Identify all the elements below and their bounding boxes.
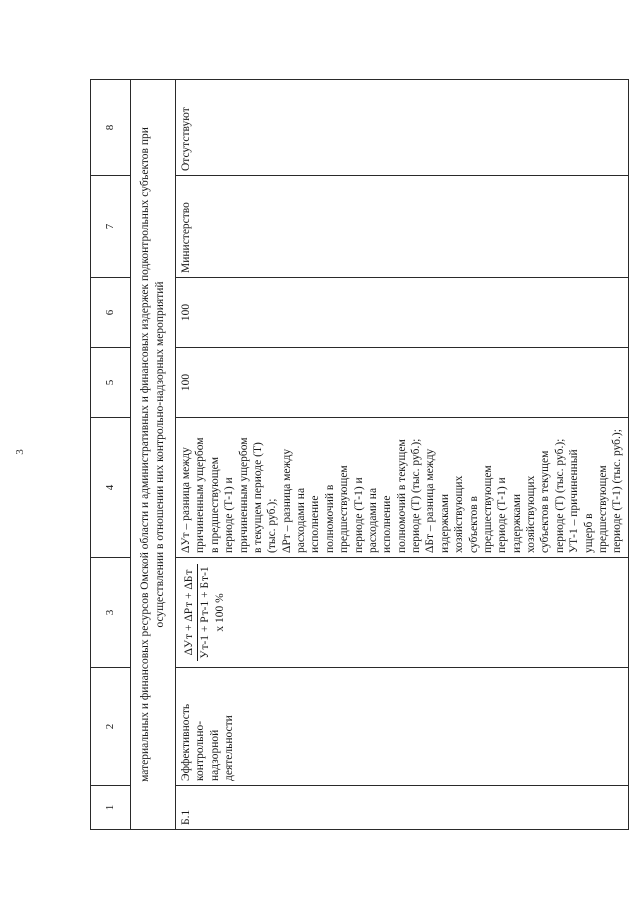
description-line: исполнение: [381, 495, 394, 553]
description-line: периоде (Т) (тыс. руб.);: [553, 438, 566, 553]
description-line: ΔРт – разница между: [280, 448, 293, 553]
description-line: исполнение: [309, 495, 322, 553]
description-line: издержками: [510, 493, 523, 553]
row-code: Б.1: [176, 786, 629, 830]
description-line: периоде (Т-1) и: [496, 477, 509, 553]
column-number: 6: [91, 278, 131, 348]
description-line: ΔБт – разница между: [424, 448, 437, 553]
description-line: расходами на: [295, 487, 307, 553]
formula-denominator: У т-1 + Р т-1 + Б т-1: [199, 566, 212, 659]
page-number: 3: [14, 449, 26, 455]
formula-multiplier: x 100 %: [214, 593, 227, 632]
description-line: издержками: [438, 493, 451, 553]
description-line: предшествующем: [338, 465, 351, 553]
description-line: ущерб в: [582, 513, 595, 553]
description-line: предшествующем: [481, 465, 494, 553]
description-line: периоде (Т-1) и: [352, 477, 365, 553]
col5-value: 100: [176, 348, 629, 418]
notes: Отсутствуют: [176, 80, 629, 176]
column-number: 5: [91, 348, 131, 418]
indicator-table: [90, 79, 629, 830]
rotated-table-container: [90, 80, 624, 830]
column-number: 1: [91, 786, 131, 830]
responsible-body: Министерство: [176, 176, 629, 278]
description-line: субъектов в: [467, 496, 480, 553]
description-line: (тыс. руб.);: [266, 498, 279, 553]
column-number-row: [91, 80, 131, 830]
col6-value: 100: [176, 278, 629, 348]
column-number: 8: [91, 80, 131, 176]
description-line: расходами на: [366, 487, 379, 553]
description-line: периоде (Т) (тыс. руб.);: [410, 438, 422, 553]
description-line: предшествующем: [596, 465, 609, 553]
formula-description: [176, 418, 629, 558]
section-caption-row: [131, 80, 176, 830]
description-line: ΔУт – разница между: [180, 447, 192, 553]
description-line: в текущем периоде (Т): [251, 442, 264, 553]
description-line: периоде (Т-1) (тыс. руб.);: [611, 429, 624, 553]
formula-cell: [176, 558, 629, 668]
description-lines: [179, 422, 625, 553]
section-caption: материальных и финансовых ресурсов Омской области и административных и финансовых издержек подконтрольных субъектов при осуществлении в отношении них контрольно-надзорных мероприятий: [131, 80, 176, 830]
description-line: причиненным ущербом: [237, 437, 250, 553]
formula-fraction: [183, 564, 212, 660]
description-line: хозяйствующих: [453, 475, 466, 553]
description-line: периоде (Т-1) и: [223, 477, 236, 553]
description-line: причиненным ущербом: [194, 437, 207, 553]
description-line: полномочий в: [323, 484, 336, 553]
column-number: 3: [91, 558, 131, 668]
table-row: [176, 80, 629, 830]
description-line: хозяйствующих: [525, 475, 537, 553]
column-number: 2: [91, 668, 131, 786]
description-line: в предшествующем: [208, 456, 221, 553]
column-number: 7: [91, 176, 131, 278]
formula-numerator: ΔУ т + ΔР т + ΔБ т: [183, 564, 198, 660]
description-line: полномочий в текущем: [395, 439, 408, 553]
formula: [179, 562, 228, 663]
description-line: субъектов в текущем: [539, 450, 552, 553]
indicator-name: Эффективность контрольно-надзорной деятельности: [176, 668, 629, 786]
column-number: 4: [91, 418, 131, 558]
description-line: УТ-1 – причиненный: [568, 449, 581, 553]
